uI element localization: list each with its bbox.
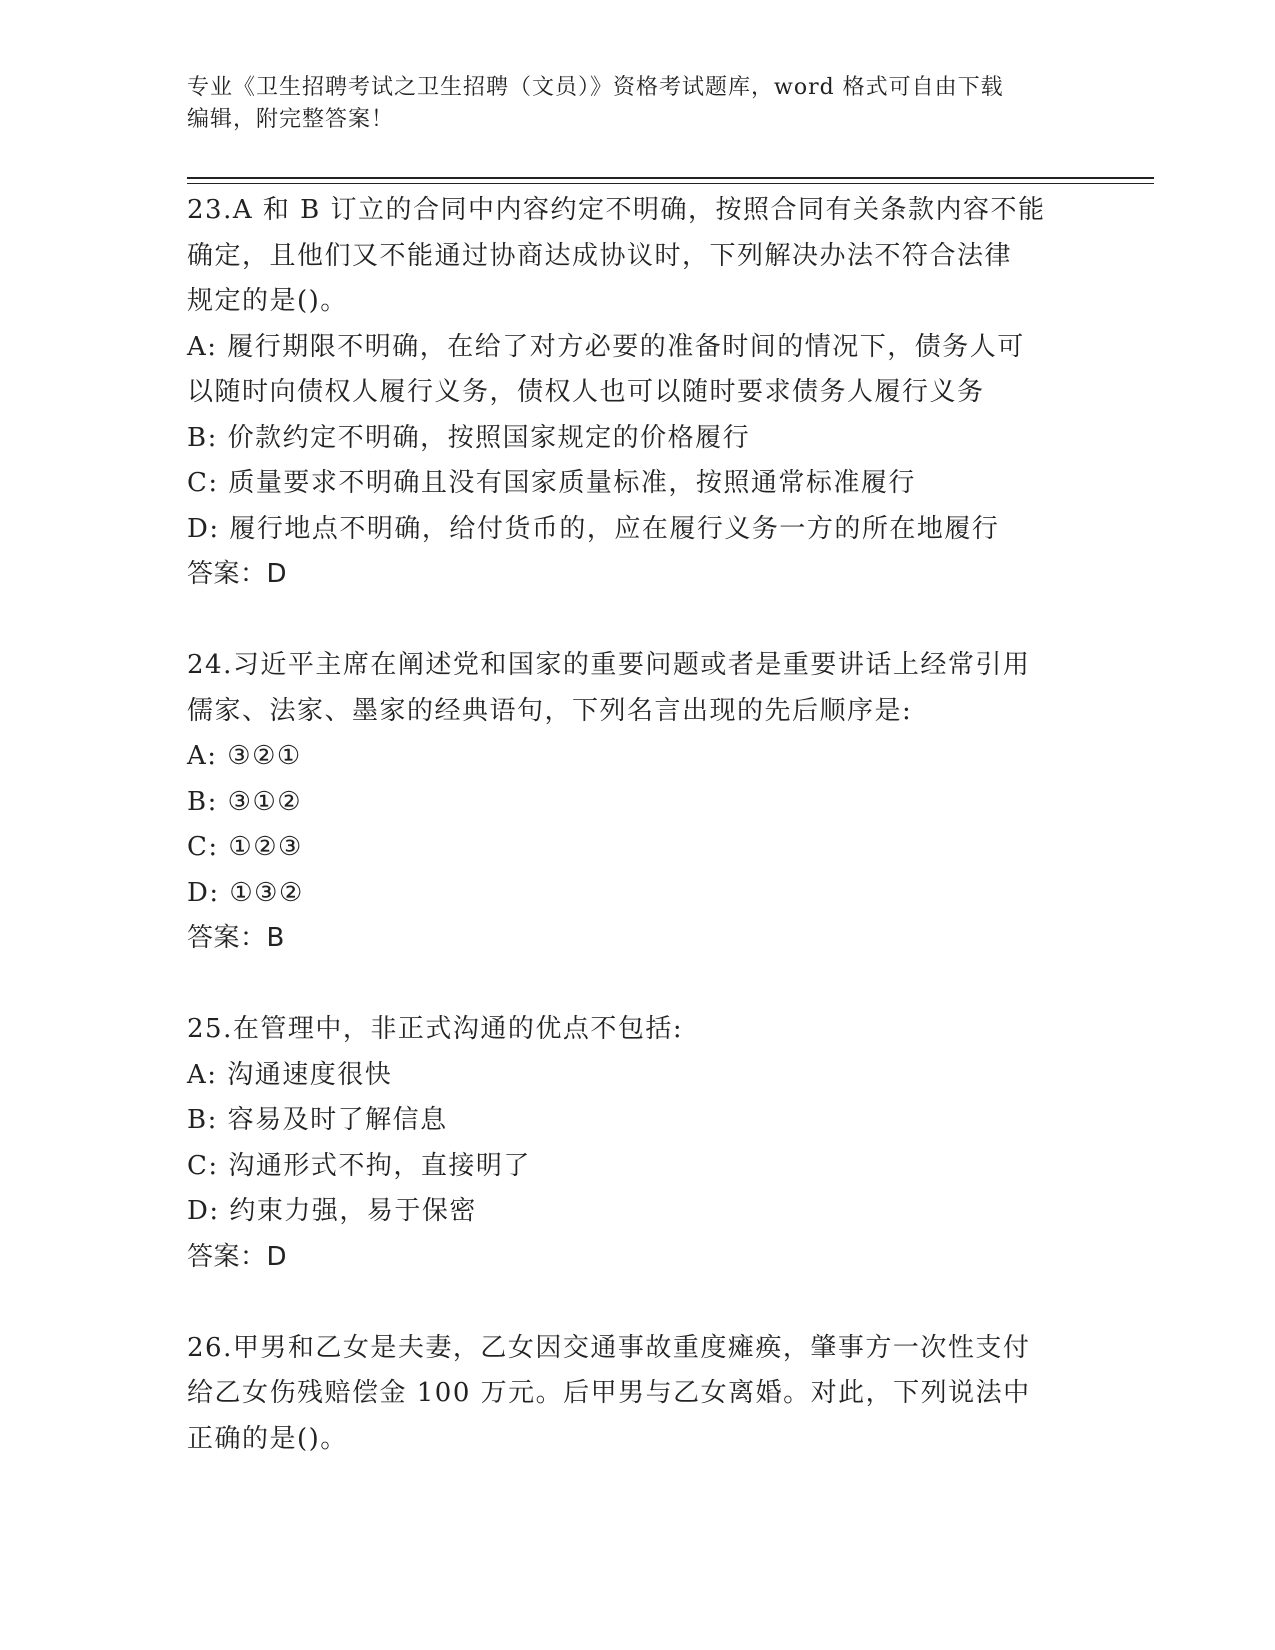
option-c: C: ①②③ [187,832,303,862]
option-c: C: 质量要求不明确且没有国家质量标准，按照通常标准履行 [187,468,916,498]
option-d: D: ①③② [187,877,304,908]
question-stem-line: 正确的是()。 [187,1423,348,1454]
answer-line: 答案：B [187,923,285,953]
question-stem-line: 24.习近平主席在阐述党和国家的重要问题或者是重要讲话上经常引用 [187,650,1031,680]
option-c: C: 沟通形式不拘，直接明了 [187,1150,531,1181]
header-divider [187,183,1154,184]
option-d: D: 约束力强，易于保密 [187,1196,477,1226]
option-a: A: 沟通速度很快 [187,1059,393,1090]
question-24 [187,643,1067,962]
option-d: D: 履行地点不明确，给付货币的，应在履行义务一方的所在地履行 [187,513,1000,544]
header-line: 专业《卫生招聘考试之卫生招聘（文员）》资格考试题库，word 格式可自由下载 [187,75,1004,100]
question-23 [187,188,1067,598]
document-header [187,72,1067,136]
question-26 [187,1326,1067,1463]
answer-line: 答案：D [187,559,288,589]
question-stem-line: 给乙女伤残赔偿金 100 万元。后甲男与乙女离婚。对此，下列说法中 [187,1378,1031,1408]
question-stem-line: 儒家、法家、墨家的经典语句，下列名言出现的先后顺序是: [187,695,913,726]
question-stem-line: 25.在管理中，非正式沟通的优点不包括: [187,1014,684,1044]
question-list [187,188,1067,1462]
answer-line: 答案：D [187,1241,288,1272]
question-stem-line: 26.甲男和乙女是夫妻，乙女因交通事故重度瘫痪，肇事方一次性支付 [187,1332,1031,1363]
option-a-continued: 以随时向债权人履行义务，债权人也可以随时要求债务人履行义务 [187,377,985,407]
question-25 [187,1007,1067,1280]
option-b: B: 容易及时了解信息 [187,1105,448,1135]
question-stem-line: 23.A 和 B 订立的合同中内容约定不明确，按照合同有关条款内容不能 [187,195,1046,225]
option-b: B: ③①② [187,786,303,817]
header-divider [187,177,1154,179]
question-stem-line: 确定，且他们又不能通过协商达成协议时，下列解决办法不符合法律 [187,240,1013,271]
option-b: B: 价款约定不明确，按照国家规定的价格履行 [187,422,751,453]
option-a: A: ③②① [187,741,302,771]
question-stem-line: 规定的是()。 [187,286,348,316]
option-a: A: 履行期限不明确，在给了对方必要的准备时间的情况下，债务人可 [187,331,1025,362]
header-line: 编辑，附完整答案！ [187,107,395,132]
